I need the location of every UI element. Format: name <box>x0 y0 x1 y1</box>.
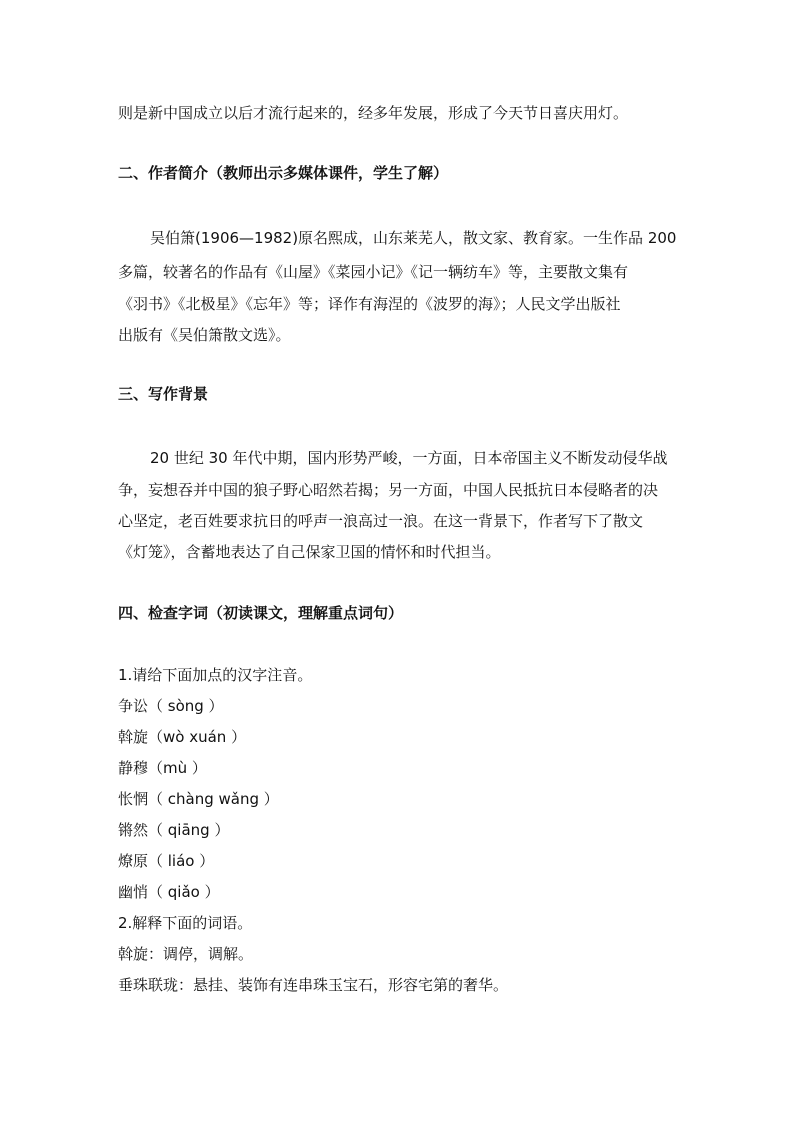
pinyin-item: 静穆（mù ） <box>118 759 207 777</box>
question-1: 1.请给下面加点的汉字注音。 <box>118 666 313 684</box>
author-paragraph-line: 多篇，较著名的作品有《山屋》《菜园小记》《记一辆纺车》等，主要散文集有 <box>118 263 629 281</box>
pinyin-item: 斡旋（wò xuán ） <box>118 728 247 746</box>
section-heading-vocabulary: 四、检查字词（初读课文，理解重点词句） <box>118 604 404 622</box>
background-paragraph-line: 《灯笼》，含蓄地表达了自己保家卫国的情怀和时代担当。 <box>118 543 501 561</box>
background-paragraph-line: 心坚定，老百姓要求抗日的呼声一浪高过一浪。在这一背景下，作者写下了散文 <box>118 512 644 530</box>
author-paragraph-line: 《羽书》《北极星》《忘年》等；译作有海涅的《波罗的海》；人民文学出版社 <box>118 295 621 313</box>
definition-item: 斡旋：调停，调解。 <box>118 945 254 963</box>
definition-item: 垂珠联珑：悬挂、装饰有连串珠玉宝石，形容宅第的奢华。 <box>118 976 509 994</box>
pinyin-item: 幽悄（ qiǎo ） <box>118 883 220 901</box>
background-paragraph-line: 争，妄想吞并中国的狼子野心昭然若揭；另一方面，中国人民抵抗日本侵略者的决 <box>118 481 659 499</box>
author-paragraph-line: 吴伯箫(1906—1982)原名熙成，山东莱芜人，散文家、教育家。一生作品 200 <box>150 229 677 247</box>
question-2: 2.解释下面的词语。 <box>118 914 253 932</box>
pinyin-item: 争讼（ sòng ） <box>118 697 224 715</box>
section-heading-background: 三、写作背景 <box>118 385 209 403</box>
pinyin-item: 燎原（ liáo ） <box>118 852 215 870</box>
intro-line: 则是新中国成立以后才流行起来的，经多年发展，形成了今天节日喜庆用灯。 <box>118 104 629 122</box>
pinyin-item: 锵然（ qiāng ） <box>118 821 230 839</box>
pinyin-item: 怅惘（ chàng wǎng ） <box>118 790 279 808</box>
author-paragraph-line: 出版有《吴伯箫散文选》。 <box>118 326 291 344</box>
section-heading-author: 二、作者简介（教师出示多媒体课件，学生了解） <box>118 164 449 182</box>
background-paragraph-line: 20 世纪 30 年代中期，国内形势严峻，一方面，日本帝国主义不断发动侵华战 <box>150 449 668 467</box>
